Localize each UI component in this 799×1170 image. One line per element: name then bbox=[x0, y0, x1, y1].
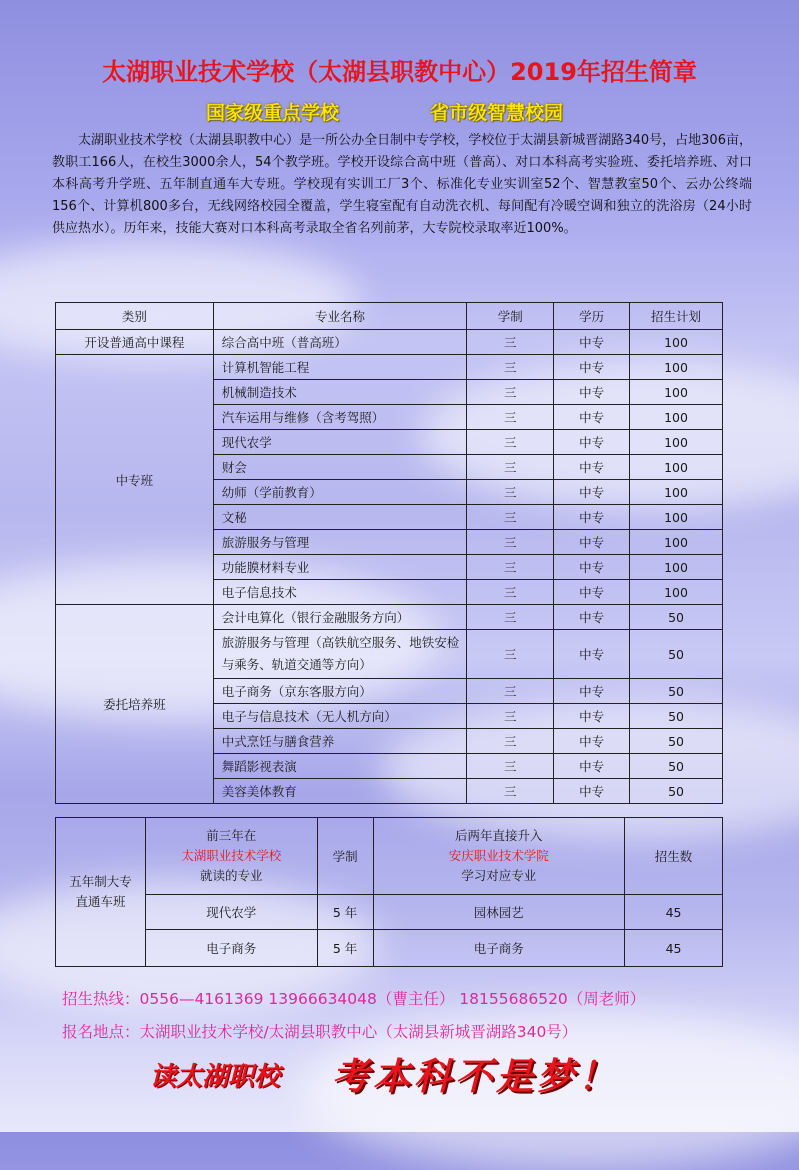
major-cell: 中式烹饪与膳食营养 bbox=[213, 729, 467, 754]
major-cell: 美容美体教育 bbox=[213, 779, 467, 804]
major-cell: 会计电算化（银行金融服务方向） bbox=[213, 605, 467, 630]
table-row bbox=[56, 930, 723, 967]
major-cell: 汽车运用与维修（含考驾照） bbox=[213, 405, 467, 430]
plan-cell: 50 bbox=[630, 779, 723, 804]
first-col-line1: 前三年在 bbox=[206, 828, 257, 843]
degree-cell: 中专 bbox=[554, 630, 630, 679]
degree-cell: 中专 bbox=[554, 555, 630, 580]
five-year-years-header: 学制 bbox=[317, 818, 373, 895]
count-cell: 45 bbox=[625, 930, 723, 967]
major-cell: 机械制造技术 bbox=[213, 380, 467, 405]
plan-cell: 50 bbox=[630, 754, 723, 779]
school-introduction: 太湖职业技术学校（太湖县职教中心）是一所公办全日制中专学校，学校位于太湖县新城晋湖路340号，占地306亩，教职工166人，在校生3000余人，54个教学班。学校开设综合高中班（普高）、对口本科高考实验班、委托培养班、对口本科高考升学班、五年制直通车大专班。学校现有实训工厂3个、标准化专业实训室52个、智慧教室50个、云办公终端156个、计算机800多台，无线网络校园全覆盖，学生寝室配有自动洗衣机、每间配有冷暖空调和独立的洗浴房（24小时供应热水）。历年来，技能大赛对口本科高考录取全省名列前茅，大专院校录取率近100%。 bbox=[52, 133, 752, 236]
plan-cell: 50 bbox=[630, 679, 723, 704]
degree-cell: 中专 bbox=[554, 455, 630, 480]
years-cell: 三 bbox=[467, 455, 554, 480]
table-header-row bbox=[56, 303, 723, 330]
years-cell: 三 bbox=[467, 430, 554, 455]
years-cell: 三 bbox=[467, 380, 554, 405]
major-cell: 综合高中班（普高班） bbox=[213, 330, 467, 355]
major-cell: 舞蹈影视表演 bbox=[213, 754, 467, 779]
years-cell: 三 bbox=[467, 405, 554, 430]
header-years: 学制 bbox=[467, 303, 554, 330]
major-cell: 电子商务 bbox=[145, 930, 317, 967]
table-row bbox=[56, 605, 723, 630]
degree-cell: 中专 bbox=[554, 530, 630, 555]
plan-cell: 100 bbox=[630, 480, 723, 505]
degree-cell: 中专 bbox=[554, 430, 630, 455]
header-degree: 学历 bbox=[554, 303, 630, 330]
table-row bbox=[56, 355, 723, 380]
major-cell: 电子商务（京东客服方向） bbox=[213, 679, 467, 704]
plan-cell: 100 bbox=[630, 580, 723, 605]
years-cell: 5 年 bbox=[317, 930, 373, 967]
target-major-cell: 园林园艺 bbox=[373, 895, 625, 930]
degree-cell: 中专 bbox=[554, 480, 630, 505]
major-cell: 电子与信息技术（无人机方向） bbox=[213, 704, 467, 729]
first-col-line3: 就读的专业 bbox=[199, 868, 263, 883]
degree-cell: 中专 bbox=[554, 779, 630, 804]
first-three-years-header bbox=[145, 818, 317, 895]
plan-cell: 100 bbox=[630, 555, 723, 580]
years-cell: 三 bbox=[467, 630, 554, 679]
major-cell: 旅游服务与管理（高铁航空服务、地铁安检与乘务、轨道交通等方向） bbox=[213, 630, 467, 679]
five-year-program-table bbox=[55, 817, 723, 967]
enrollment-table bbox=[55, 302, 723, 804]
third-col-line3: 学习对应专业 bbox=[461, 868, 537, 883]
years-cell: 三 bbox=[467, 754, 554, 779]
plan-cell: 100 bbox=[630, 530, 723, 555]
slogan-dream: 考本科不是梦！ bbox=[332, 1054, 619, 1098]
plan-cell: 100 bbox=[630, 330, 723, 355]
years-cell: 三 bbox=[467, 580, 554, 605]
degree-cell: 中专 bbox=[554, 754, 630, 779]
years-cell: 三 bbox=[467, 779, 554, 804]
degree-cell: 中专 bbox=[554, 679, 630, 704]
major-cell: 电子信息技术 bbox=[213, 580, 467, 605]
degree-cell: 中专 bbox=[554, 605, 630, 630]
plan-cell: 100 bbox=[630, 430, 723, 455]
plan-cell: 50 bbox=[630, 704, 723, 729]
plan-cell: 100 bbox=[630, 455, 723, 480]
slogan-study: 读太湖职校 bbox=[150, 1062, 281, 1092]
major-cell: 旅游服务与管理 bbox=[213, 530, 467, 555]
plan-cell: 100 bbox=[630, 355, 723, 380]
five-year-category: 五年制大专直通车班 bbox=[56, 818, 146, 967]
header-major: 专业名称 bbox=[213, 303, 467, 330]
third-col-school: 安庆职业技术学院 bbox=[448, 848, 549, 863]
years-cell: 三 bbox=[467, 605, 554, 630]
table-row bbox=[56, 330, 723, 355]
major-cell: 文秘 bbox=[213, 505, 467, 530]
header-category: 类别 bbox=[56, 303, 214, 330]
years-cell: 三 bbox=[467, 530, 554, 555]
third-col-line1: 后两年直接升入 bbox=[455, 828, 543, 843]
five-year-header-row bbox=[56, 818, 723, 895]
years-cell: 三 bbox=[467, 679, 554, 704]
degree-cell: 中专 bbox=[554, 355, 630, 380]
category-cell: 中专班 bbox=[56, 355, 214, 605]
major-cell: 幼师（学前教育） bbox=[213, 480, 467, 505]
registration-address: 报名地点：太湖职业技术学校/太湖县职教中心（太湖县新城晋湖路340号） bbox=[62, 1023, 578, 1041]
major-cell: 财会 bbox=[213, 455, 467, 480]
years-cell: 三 bbox=[467, 480, 554, 505]
years-cell: 5 年 bbox=[317, 895, 373, 930]
subtitle-smart-campus: 省市级智慧校园 bbox=[430, 102, 564, 124]
subtitle-key-school: 国家级重点学校 bbox=[206, 102, 340, 124]
page-title: 太湖职业技术学校（太湖县职教中心）2019年招生简章 bbox=[102, 58, 697, 86]
enrollment-hotline: 招生热线：0556—4161369 13966634048（曹主任） 18155686520（周老师） bbox=[62, 990, 646, 1008]
years-cell: 三 bbox=[467, 330, 554, 355]
degree-cell: 中专 bbox=[554, 330, 630, 355]
plan-cell: 100 bbox=[630, 405, 723, 430]
major-cell: 现代农学 bbox=[213, 430, 467, 455]
years-cell: 三 bbox=[467, 704, 554, 729]
degree-cell: 中专 bbox=[554, 405, 630, 430]
last-two-years-header bbox=[373, 818, 625, 895]
first-col-school: 太湖职业技术学校 bbox=[181, 848, 282, 863]
category-cell: 委托培养班 bbox=[56, 605, 214, 804]
degree-cell: 中专 bbox=[554, 380, 630, 405]
degree-cell: 中专 bbox=[554, 704, 630, 729]
years-cell: 三 bbox=[467, 729, 554, 754]
header-plan: 招生计划 bbox=[630, 303, 723, 330]
years-cell: 三 bbox=[467, 355, 554, 380]
degree-cell: 中专 bbox=[554, 505, 630, 530]
major-cell: 现代农学 bbox=[145, 895, 317, 930]
major-cell: 计算机智能工程 bbox=[213, 355, 467, 380]
plan-cell: 100 bbox=[630, 380, 723, 405]
degree-cell: 中专 bbox=[554, 580, 630, 605]
plan-cell: 100 bbox=[630, 505, 723, 530]
major-cell: 功能膜材料专业 bbox=[213, 555, 467, 580]
plan-cell: 50 bbox=[630, 630, 723, 679]
table-row bbox=[56, 895, 723, 930]
degree-cell: 中专 bbox=[554, 729, 630, 754]
category-cell: 开设普通高中课程 bbox=[56, 330, 214, 355]
years-cell: 三 bbox=[467, 505, 554, 530]
years-cell: 三 bbox=[467, 555, 554, 580]
plan-cell: 50 bbox=[630, 605, 723, 630]
target-major-cell: 电子商务 bbox=[373, 930, 625, 967]
count-cell: 45 bbox=[625, 895, 723, 930]
plan-cell: 50 bbox=[630, 729, 723, 754]
five-year-count-header: 招生数 bbox=[625, 818, 723, 895]
